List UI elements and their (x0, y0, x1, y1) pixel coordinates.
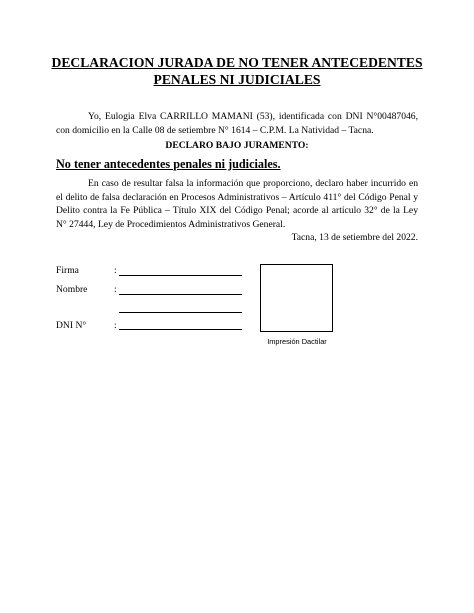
dni-line[interactable] (119, 329, 242, 330)
nombre-line[interactable] (119, 294, 242, 295)
body-paragraph: En caso de resultar falsa la información que proporciono, declaro haber incurrido en el delito de falsa declaración en Procesos Administrativos – Artículo 411° del Código Penal y Delito contra la Fe Pública – Título XIX del Código Penal; acorde al artículo 32° de la Ley N° 27444, Ley de Procedimientos Administrativos General. (56, 178, 418, 230)
firma-colon: : (114, 265, 117, 276)
place-date: Tacna, 13 de setiembre del 2022. (291, 232, 418, 243)
document-title-line-2: PENALES NI JUDICIALES (153, 72, 321, 87)
nombre-colon: : (114, 284, 117, 295)
declaration-statement: No tener antecedentes penales ni judiciales. (56, 157, 281, 171)
document-title-line-1: DECLARACION JURADA DE NO TENER ANTECEDENTES (51, 55, 423, 70)
nombre-continuation-line[interactable] (119, 312, 242, 313)
dni-colon: : (114, 320, 117, 331)
intro-paragraph: Yo, Eulogia Elva CARRILLO MAMANI (53), identificada con DNI N°00487046, con domicilio en la Calle 08 de setiembre N° 1614 – C.P.M. La Natividad – Tacna. (56, 111, 418, 136)
nombre-label: Nombre (56, 284, 88, 295)
declaration-heading: DECLARO BAJO JURAMENTO: (165, 140, 309, 151)
fingerprint-label: Impresión Dactilar (267, 337, 327, 346)
firma-label: Firma (56, 265, 79, 276)
firma-signature-line[interactable] (119, 275, 242, 276)
fingerprint-box (260, 264, 333, 332)
dni-label: DNI N° (56, 320, 87, 331)
